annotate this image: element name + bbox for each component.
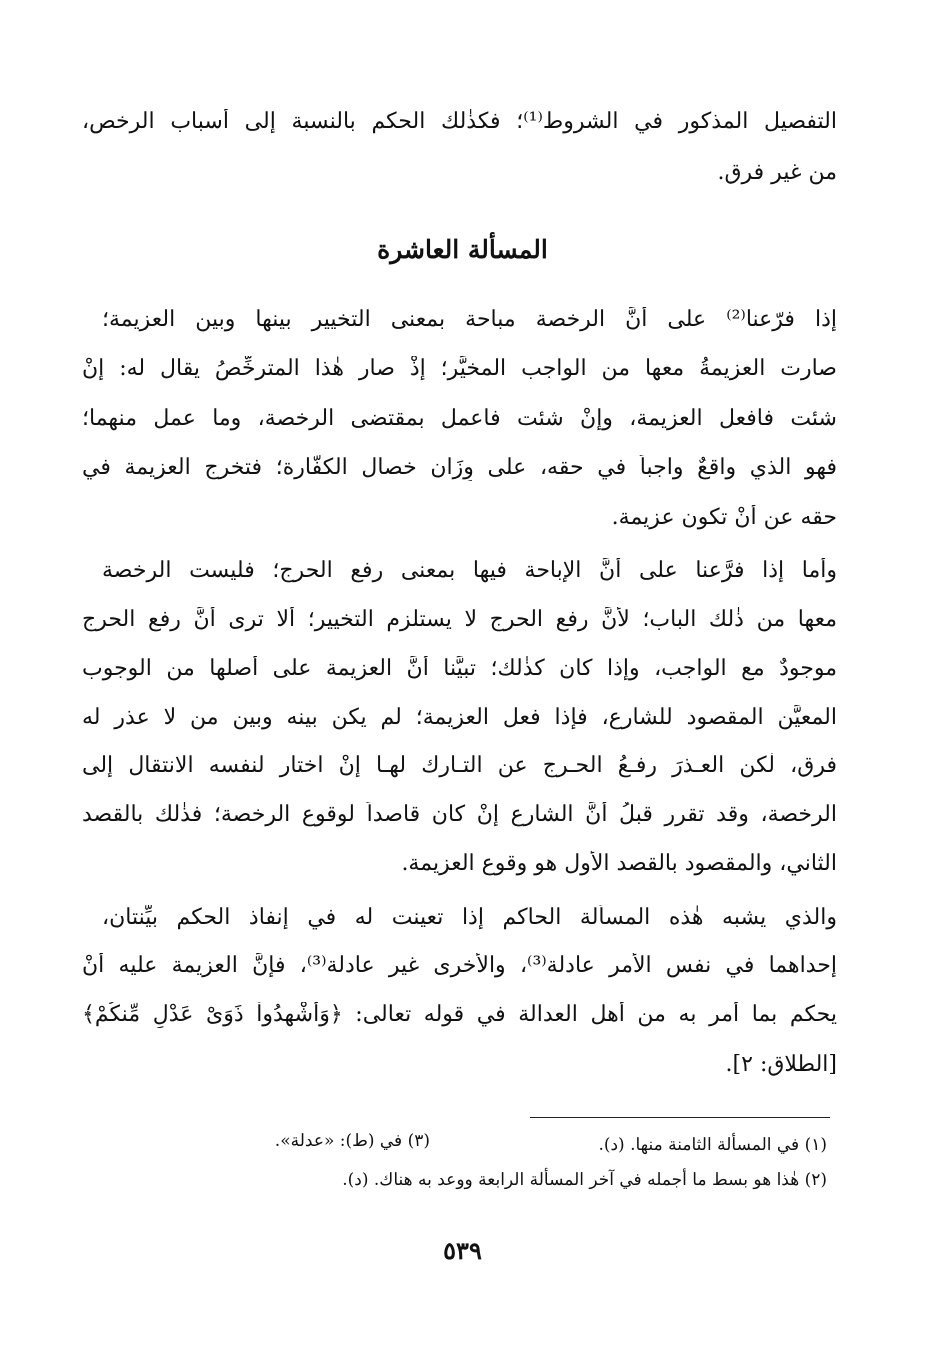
footnote-separator	[530, 1117, 830, 1118]
paragraph-2-line: الرخصة، وقد تقرر قبلُ أنَّ الشارع إنْ كان قاصداً لوقوع الرخصة؛ فذٰلك بالقصد	[82, 802, 837, 827]
intro-line: من غير فرق.	[717, 160, 837, 185]
paragraph-1-line: صارت العزيمةُ معها من الواجب المخيَّر؛ إذْ صار هٰذا المترخِّصُ يقال له: إنْ	[82, 356, 837, 381]
intro-line: التفصيل المذكور في الشروط⁽¹⁾؛ فكذٰلك الحكم بالنسبة إلى أسباب الرخص،	[82, 109, 837, 134]
footnote-1: (١) في المسألة الثامنة منها. (د).	[598, 1135, 827, 1155]
paragraph-3-line: [الطلاق: ٢].	[725, 1052, 837, 1077]
paragraph-1-line: فهو الذي واقعٌ واجباً في حقه، على وِزَان خصال الكفَّارة؛ فتخرج العزيمة في	[82, 455, 837, 480]
paragraph-2-line: المعيَّن المقصود للشارع، فإذا فعل العزيمة؛ لم يكن بينه وبين من لا عذر له	[82, 705, 837, 730]
page-number: ٥٣٩	[443, 1236, 482, 1265]
paragraph-2-line: فرق، لٰكن العـذرَ رفـعُ الحـرج عن التـارك لهـا إنْ اختار لنفسه الانتقال إلى	[82, 753, 837, 778]
paragraph-2-line: موجودٌ مع الواجب، وإذا كان كذٰلك؛ تبيَّنا أنَّ العزيمة على أصلها من الوجوب	[82, 656, 837, 681]
paragraph-3-line: إحداهما في نفس الأمر عادلة⁽³⁾، والأخرى غير عادلة⁽³⁾، فإنَّ العزيمة عليه أنْ	[82, 953, 837, 978]
paragraph-2-line: وأما إذا فرَّعنا على أنَّ الإباحة فيها بمعنى رفع الحرج؛ فليست الرخصة	[102, 558, 837, 583]
paragraph-3-line: والذي يشبه هٰذه المسألة الحاكم إذا تعينت له في إنفاذ الحكم بيِّنتان،	[102, 905, 837, 930]
paragraph-2-line: معها من ذٰلك الباب؛ لأنَّ رفع الحرج لا يستلزم التخيير؛ ألا ترى أنَّ رفع الحرج	[82, 607, 837, 632]
paragraph-1-line: شئت فافعل العزيمة، وإنْ شئت فاعمل بمقتضى الرخصة، وما عمل منهما؛	[82, 406, 837, 431]
footnote-3: (٣) في (ط): «عدلة».	[274, 1131, 430, 1151]
section-heading: المسألة العاشرة	[377, 235, 548, 264]
paragraph-1-line: حقه عن أنْ تكون عزيمة.	[611, 505, 837, 530]
footnote-2: (٢) هٰذا هو بسط ما أجمله في آخر المسألة الرابعة ووعد به هناك. (د).	[342, 1170, 827, 1190]
paragraph-3-line: يحكم بما أُمر به من أهل العدالة في قوله تعالى: ﴿وَأَشْهِدُواْ ذَوَىْ عَدْلٍ مِّنكُمْ﴾	[82, 1002, 837, 1027]
paragraph-2-line: الثاني، والمقصود بالقصد الأول هو وقوع العزيمة.	[401, 851, 837, 876]
paragraph-1-line: إذا فرّعنا⁽²⁾ على أنَّ الرخصة مباحة بمعنى التخيير بينها وبين العزيمة؛	[102, 307, 837, 332]
